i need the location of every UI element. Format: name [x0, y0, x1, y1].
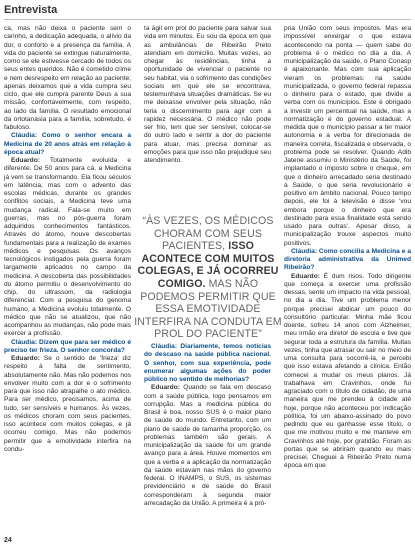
- column-3: [284, 25, 411, 471]
- answer-paragraph: [144, 384, 271, 508]
- speaker-label: Eduardo:: [151, 384, 180, 392]
- question: Cláudia: Como concilia a Medicina e a diretoria administrativa da Unimed Ribeirão?: [284, 247, 411, 272]
- question: Cláudia: Como o senhor encara a Medicina de 20 anos atrás em relação à época atual?: [4, 132, 131, 156]
- column-2-top: [144, 25, 271, 165]
- paragraph-text: Totalmente evoluída e diferente. De 50 anos para cá, a Medicina já vem se transformando. Ela ficou séculos em latência, mas com o advento das escolas médicas, durante os grandes conflitos sociais, a Medicina teve uma mudança radical. Fala-se muito em guerras, mas no pós-guerra foram adquiridos conhecimentos fantásticos. Através do átomo, houve descobertas fundamentais para a realização de exames médicos e pesquisas. Os avanços tecnológicos instigados pela guerra foram largamente aplicados no campo da medicina. A descoberta das possibilidades do átomo permitiu o desenvolvimento do chip, do ultrassom, da radiologia diferencial. Com a pesquisa do genoma humano, a Medicina evoluiu totalmente. O médico que não se atualizou, que não acompanhou as mudanças, não pode mais exercer a profissão.: [4, 157, 131, 338]
- speaker-label: Eduardo:: [11, 355, 40, 362]
- paragraph-text: ta ágil em prol do paciente para salvar sua vida em minutos. Eu sou da época em que as ambulâncias de Ribeirão Preto atendiam em domicílio. Muitas vezes, ao chegar às residências, tinha a oportunidade de vivenciar o paciente no seu habitat, via o sofrimento das condições sociais em que ele se encontrava, testemunhava situações dramáticas. Se eu me deixasse envolver pela situação, não teria o discernimento para agir com a rapidez necessária. O médico não pode ser frio, tem que ser sensível, colocar-se do outro lado e sentir a dor do paciente para atuar, mas precisa dominar as emoções para que isso não prejudique seu atendimento.: [144, 25, 271, 164]
- paragraph-text: Quando se fala em descaso com a saúde pública, logo pensamos em corrupção. Mas a medicina pública do Brasil é boa, nosso SUS é o maior plano de saúde do mundo. Entretanto, com um plano de saúde de tamanha proporção, os problemas também são gerais. A municipalização da saúde foi um grande avanço para a área. Houve momentos em que a verba e a aplicação da normatização da saúde estavam nas mãos do governo federal. O INAMPS, o SUS, os sistemas previdenciário e de saúde do Brasil corresponderam à segunda maior arrecadação da União. A primeira é a pró-: [144, 384, 271, 507]
- answer-paragraph: [4, 355, 131, 454]
- pull-quote: [132, 215, 284, 341]
- column-2-bottom: [144, 343, 271, 508]
- section-header: Entrevista: [4, 4, 58, 16]
- body-paragraph: [144, 25, 271, 165]
- body-paragraph: [284, 25, 411, 248]
- pull-quote-open: “ÀS VEZES, OS MÉDICOS CHORAM COM SEUS PACIENTES,: [142, 215, 274, 253]
- answer-paragraph: [284, 273, 411, 471]
- speaker-label: Eduardo:: [11, 157, 40, 164]
- paragraph-text: É dum risos. Todo dirigente que começa a exercer uma profissão dessas, sente um impacto na vida pessoal, no dia a dia. Tive um problema menor porque precisei abdicar um pouco do consultório particular. Minha mãe ficou doente, sofreu 14 anos com Alzheimer, meu irmão era diretor de escola e tive que segurar toda a estrutura da família. Muitas vezes, tinha que atrasar ou sair no meio de uma consulta para socorrê-la, e percebi que isso estava afetando a clínica. Então comecei a mudar os meus planos. Já trabalhava em Cravinhos, onde fui agraciado com o título de cidadão, de uma maneira que me prendeu à cidade até hoje, porque não aconteceu por indicação política, foi um abaixo-assinado do povo pedindo que eu ganhasse esse título, o que me motivou muito e me manteve em Cravinhos até hoje, por gratidão. Foram as portas que se abriram quando eu mais precisei. Cheguei à Ribeirão Preto numa época em que: [284, 272, 411, 470]
- pull-quote-emphasis: ISSO ACONTECE COM MUITOS COLEGAS, E JÁ OCORREU COMIGO.: [137, 240, 279, 290]
- body-paragraph: [4, 25, 131, 132]
- pull-quote-close: MAS NÃO PODEMOS PERMITIR QUE ESSA EMOTIVIDADE INTERFIRA NA CONDUTA EM PROL DO PACIENTE”: [134, 277, 282, 341]
- speaker-label: Eduardo:: [291, 272, 320, 280]
- question: Cláudia: Dizem que para ser médico é preciso ter frieza. O senhor concorda?: [4, 338, 131, 354]
- page-number: 24: [4, 537, 12, 544]
- header-divider: [4, 19, 411, 20]
- paragraph-text: pria União com seus impostos. Mas era impossível enxergar o que estava acontecendo na ponta — quem sabe do problema é o médico no dia a dia. A municipalização da saúde, o Plano Conasp é apaixonante. Mas com sua aplicação vieram os problemas: na saúde municipalizada, o governo federal repassa o dinheiro para o estado, que divide a verba com os municípios. Este é obrigado a investir um percentual na saúde, mas a normatização é do governo estadual. A medida que o município passar a ter maior autonomia e a verba for direcionada de maneira correta, fiscalizada e observada, o problema pode se resolver. Quando Adib Jatene assumiu o Ministério da Saúde, foi implantado o imposto sobre o cheque, em que o dinheiro arrecadado seria destinado à Saúde, o que seria revolucionário e positivo em âmbito nacional. Pouco tempo depois, ele foi à televisão e disse 'vou embora porque o dinheiro que era destinado para essa finalidade está sendo usado para outras'. Apesar disso, a municipalização trouxe aspectos muito positivos.: [284, 25, 411, 247]
- answer-paragraph: [4, 157, 131, 339]
- question: Cláudia: Diariamente, temos notícias do descaso na saúde pública nacional. O senhor, com sua experiência, pode enumerar algumas ações do poder público no sentido de melhorias?: [144, 343, 271, 383]
- column-1: [4, 25, 131, 454]
- paragraph-text: Se o sentido de 'frieza' diz respeito à falta de sentimento, absolutamente não. Mas não podemos nos envolver muito com a dor e o sofrimento para que isso não atrapalhe o ato médico. Para ser médico, precisamos, acima de tudo, ser sensíveis e humanos. Às vezes, os médicos choram com seus pacientes, isso acontece com muitos colegas, e já ocorreu comigo. Mas não podemos permitir que a emotividade interfira na condu-: [4, 355, 131, 453]
- paragraph-text: ca, mas não deixa o paciente sem o carinho, a dedicação adequada, o alívio da dor, o conforto e a presença da família. A vida do paciente se extingue naturalmente, como se ele estivesse cercado de todos os seus entes queridos. Não é cometido crime e nem desrespeito em relação ao paciente; apenas deixamos que a vida cumpra seu ciclo, que ele cumpra parente Deus a sua missão, confortavelmente, com respeito, ao lado da família. O resultado emocional da ortotanásia para a família, sobretudo, é fabuloso.: [4, 25, 131, 131]
